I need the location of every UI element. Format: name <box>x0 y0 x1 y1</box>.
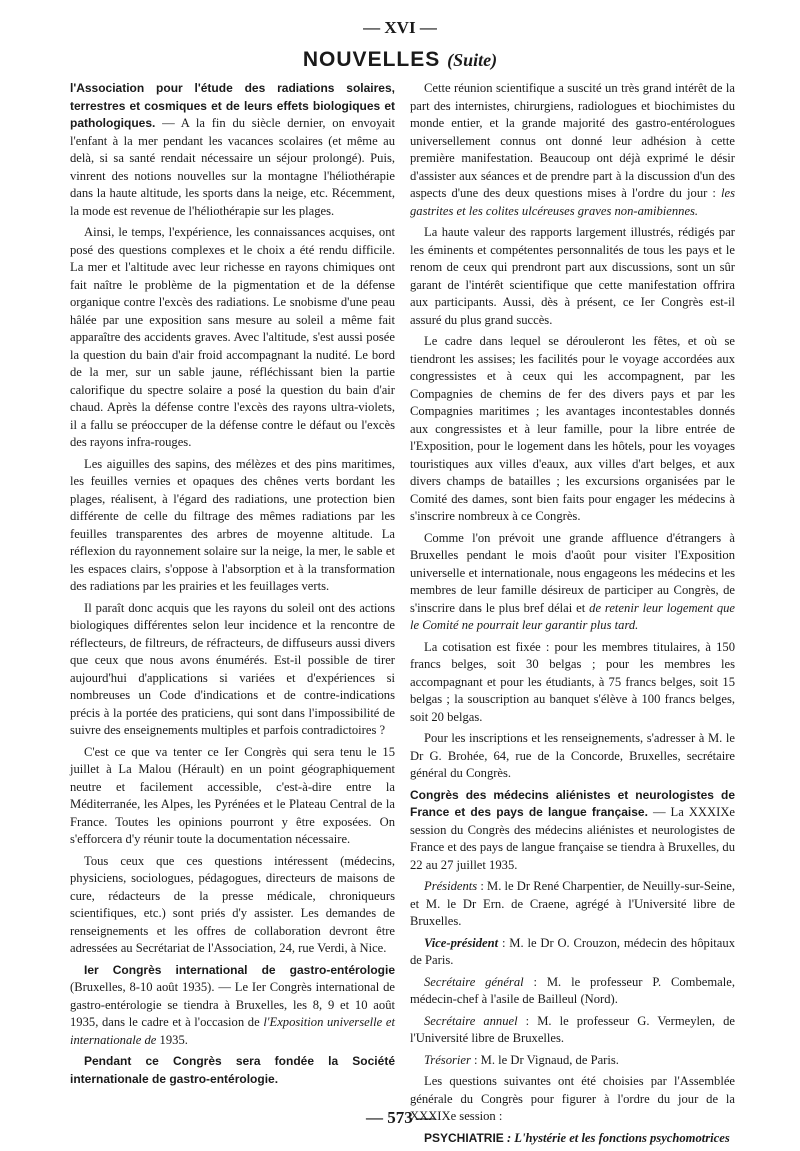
label-presidents: Présidents <box>424 879 478 893</box>
text-gastro: (Bruxelles, 8-10 août 1935). — Le Ier Congrès international de gastro-entérologie se tiendra à Bruxelles, les 8, 9 et 10 août 1935, dans le cadre et à l'occasion de <box>70 980 395 1029</box>
text: : M. le Dr Vignaud, de Paris. <box>470 1052 619 1067</box>
paragraph: Pour les inscriptions et les renseignements, s'adresser à M. le Dr G. Brohée, 64, rue de la Concorde, Bruxelles, secrétaire général du Congrès. <box>410 731 735 780</box>
text-italic: les gastrites et les colites ulcéreuses graves non-amibiennes. <box>410 186 735 218</box>
paragraph-alienistes-congress <box>410 787 735 875</box>
text-psychiatrie: : L'hystérie et les fonctions psychomotrices <box>503 1130 730 1145</box>
paragraph: Tous ceux que ces questions intéressent (médecins, physiciens, sociologues, pédagogues, directeurs de maisons de cure, rédacteurs de la presse médicale, chroniqueurs scientifiques, etc.) sont priés d'y assister. Les demandes de renseignements et les offres de collaboration devront être adressées au Secrétariat de l'Association, 24, rue Verdi, à Nice. <box>70 853 395 955</box>
text-italic: de retenir leur logement que le Comité ne pourrait leur garantir plus tard. <box>410 600 736 632</box>
paragraph-psychiatrie <box>410 1130 735 1148</box>
paragraph-presidents <box>410 878 735 931</box>
heading-gastro-congress: Ier Congrès international de gastro-entérologie <box>84 962 395 977</box>
right-column <box>410 80 735 1151</box>
text: Comme l'on prévoit une grande affluence d'étrangers à Bruxelles pendant le mois d'août pour visiter l'Exposition universelle et internationale, nous engageons les médecins et les membres de leur famille désireux de participer au Congrès, de s'inscrire dans le plus bref délai et <box>410 530 735 615</box>
title-main: NOUVELLES <box>302 48 441 71</box>
paragraph: Les questions suivantes ont été choisies par l'Assemblée générale du Congrès pour figurer à l'ordre du jour de la XXXIXe session : <box>410 1074 735 1123</box>
label-vice-president: Vice-président <box>424 935 499 950</box>
paragraph-secretary-general <box>410 974 735 1009</box>
paragraph: Ainsi, le temps, l'expérience, les connaissances acquises, ont posé des questions complexes et le choix a été rendu difficile. La mer et l'altitude avec leur richesse en rayons chimiques ont fait naître le problème de la pigmentation et de la défense organique contre l'excès des radiations. Le snobisme d'une peau hâlée par une exposition sans mesure au soleil a même fait apparaître des accidents graves. Avec l'altitude, s'est aussi posée la question du bain d'air froid accompagnant la nudité. Le bord de la mer, sur un sable jaune, réfléchissant bien la partie calorifique du spectre solaire a posé la question du bain d'air chaud. Après la défense contre l'excès des rayons ultra-violets, il a fallu se préoccuper de la défense contre le défaut ou l'excès des rayons infra-rouges. <box>70 225 395 449</box>
paragraph-vice-president <box>410 935 735 970</box>
text-gastro-italic: l'Exposition universelle et internationale de <box>70 1015 395 1047</box>
paragraph: La haute valeur des rapports largement illustrés, rédigés par les éminents et compétentes personnalités de tous les pays et le renom de ceux qui prendront part aux discussions, sont un sûr garant de l'intérêt scientifique que cette manifestation offrira aux participants. Aussi, dès à présent, ce Ier Congrès est-il assuré du plus grand succès. <box>410 225 735 327</box>
text: : M. le Dr René Charpentier, de Neuilly-sur-Seine, et M. le Dr Ern. de Craene, agrégé à l'Université libre de Bruxelles. <box>410 879 735 928</box>
label-secretary-annual: Secrétaire annuel <box>424 1013 518 1028</box>
paragraph: La cotisation est fixée : pour les membres titulaires, à 150 francs belges, soit 30 belgas ; pour les membres les accompagnant et pour les étudiants, à 75 francs belges, soit 15 belgas ; la souscription au banquet s'élève à 100 francs belges, soit 20 belgas. <box>410 639 735 724</box>
label-treasurer: Trésorier <box>424 1052 471 1067</box>
label-secretary-general: Secrétaire général <box>424 974 524 989</box>
left-column <box>70 80 395 1092</box>
text: Cette réunion scientifique a suscité un très grand intérêt de la part des internistes, chirurgiens, radiologues et biochimistes du monde entier, et la grande majorité des gastro-entérologues universellement connus ont donné leur adhésion à cette première manifestation. Beaucoup ont déjà exprimé le désir d'assister aux séances et de prendre part à la discussion d'un des aspects d'une des deux questions mises à l'ordre du jour : <box>410 81 735 200</box>
text-gastro-end: 1935. <box>156 1032 188 1047</box>
title-suffix: (Suite) <box>447 50 498 70</box>
paragraph: Il paraît donc acquis que les rayons du soleil ont des actions biologiques différentes selon leur incidence et la rencontre de réflecteurs, de filtreurs, de réfracteurs, de diffuseurs aussi divers que ceux que nous avons énumérés. Est-il possible de tirer aujourd'hui d'applications si variées et d'expériences si nombreuses un Code d'indications et de contre-indications précis à la portée des praticiens, qui sont dans l'impossibilité de suivre des enseignements multiples et parfois contradictoires ? <box>70 600 395 737</box>
paragraph: Le cadre dans lequel se dérouleront les fêtes, et où se tiendront les assises; les facilités pour le voyage accordées aux congressistes et à ceux qui les accompagnent, par les Compagnies de chemins de fer des divers pays et par les Compagnies maritimes ; les avantages incontestables donnés aux congressistes et à leur famille, pour la libre entrée de l'Exposition, pour le logement dans les hôtels, pour les voyages touristiques aux villes d'eaux, aux villes d'art belges, et aux divers champs de batailles ; les excursions organisées par le Comité des dames, sont bien faits pour engager les médecins à s'inscrire nombreux à ce Congrès. <box>410 334 735 523</box>
paragraph <box>410 80 735 220</box>
text: : M. le Dr O. Crouzon, médecin des hôpitaux de Paris. <box>410 935 735 967</box>
page-number: — 573 — <box>366 1108 434 1127</box>
paragraph: Les aiguilles des sapins, des mélèzes et des pins maritimes, les feuilles vernies et opaques des chênes verts bordant les plages, réalisent, à l'égard des radiations, une protection bien différente de celle du filtrage des mêmes radiations par les feuilles transparentes des arbres de moyenne altitude. La réflexion du rayonnement solaire sur la neige, la mer, le sable et les espaces clairs, s'oppose à l'absorption et à la transformation des radiations par les prairies et les feuillages verts. <box>70 456 395 593</box>
page-title <box>0 48 800 72</box>
paragraph-treasurer <box>410 1052 735 1070</box>
roman-page-number: — XVI — <box>363 18 437 37</box>
paragraph-society: Pendant ce Congrès sera fondée la Société internationale de gastro-entérologie. <box>70 1054 395 1086</box>
paragraph-association <box>70 80 395 220</box>
text-association: — A la fin du siècle dernier, on envoyait l'enfant à la mer pendant les vacances scolaires (et même au delà, si sa santé rendait nécessaire un séjour prolongé). Puis, vinrent des notions nouvelles sur la montagne l'héliothérapie dans la haute altitude, les sports dans la neige, etc. Récemment, la mode est revenue de l'héliothérapie sur les plages. <box>70 116 395 218</box>
text: : M. le professeur P. Combemale, médecin-chef à l'asile de Bailleul (Nord). <box>410 974 735 1006</box>
paragraph-secretary-annual <box>410 1013 735 1048</box>
heading-alienistes-congress: Congrès des médecins aliénistes et neurologistes de France et des pays de langue française. <box>410 787 735 819</box>
text: — La XXXIXe session du Congrès des médecins aliénistes et neurologistes de France et des pays de langue française se tiendra à Bruxelles, du 22 au 27 juillet 1935. <box>410 805 736 872</box>
text: : M. le professeur G. Vermeylen, de l'Université libre de Bruxelles. <box>410 1013 735 1045</box>
paragraph-gastro-congress <box>70 962 395 1050</box>
heading-psychiatrie: PSYCHIATRIE <box>424 1130 504 1145</box>
paragraph: C'est ce que va tenter ce Ier Congrès qui sera tenu le 15 juillet à La Malou (Hérault) en un point géographiquement neutre et facilement accessible, c'est-à-dire entre la Méditerranée, les Alpes, les Pyrénées et le Plateau Central de la France. Toutes les opinions pourront y être exposées. On s'efforcera d'y réunir toute la documentation nécessaire. <box>70 744 395 846</box>
paragraph <box>410 530 735 635</box>
heading-association: l'Association pour l'étude des radiations solaires, terrestres et cosmiques et de leurs effets biologiques et pathologiques. <box>70 81 395 130</box>
